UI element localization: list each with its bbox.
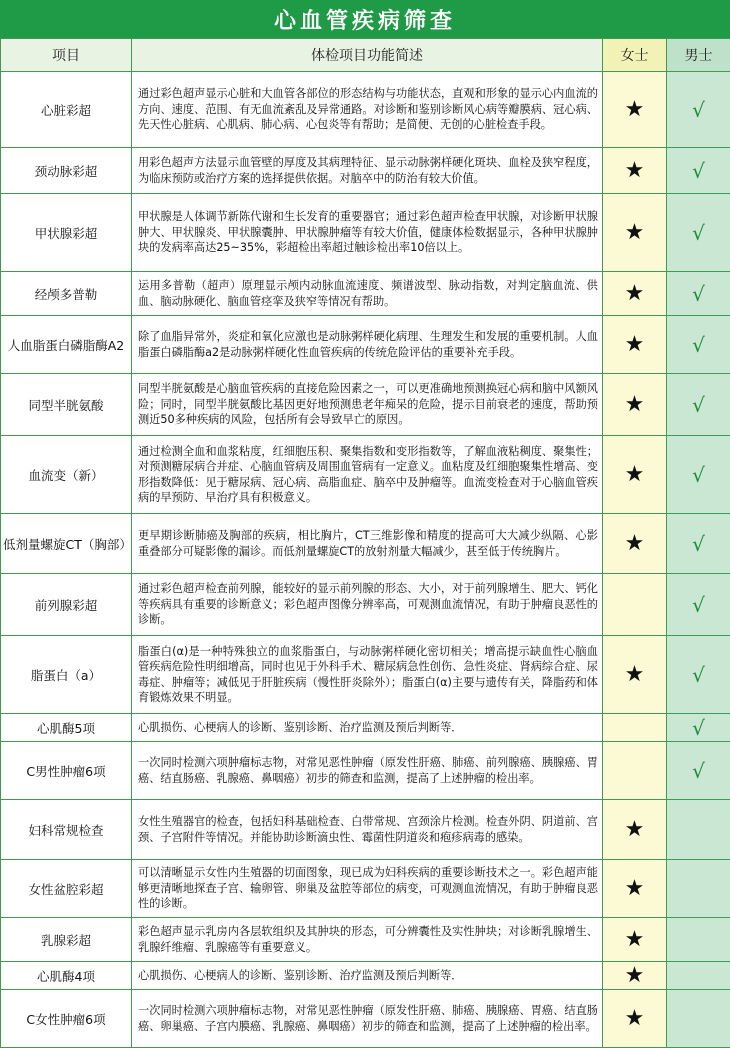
row-description: 运用多普勒（超声）原理显示颅内动脉血流速度、频谱波型、脉动指数，对判定脑血流、供血、脑动脉硬化、脑血管痉挛及狭窄等情况有帮助。: [132, 272, 603, 316]
table-row: [1, 990, 730, 1048]
row-male-mark: [667, 918, 730, 962]
row-male-mark: [667, 860, 730, 918]
row-item-name: C男性肿瘤6项: [1, 742, 132, 800]
row-item-name: 同型半胱氨酸: [1, 374, 132, 436]
table-row: [1, 316, 730, 374]
row-female-mark: ★: [603, 272, 667, 316]
row-description: 通过彩色超声显示心脏和大血管各部位的形态结构与功能状态，直观和形象的显示心内血流的方向、速度、范围、有无血流紊乱及异常通路。对诊断和鉴别诊断风心病等瓣膜病、冠心病、先天性心脏病、心肌病、肺心病、心包炎等有帮助；是简便、无创的心脏检查手段。: [132, 72, 603, 148]
table-row: [1, 962, 730, 990]
row-item-name: 血流变（新）: [1, 436, 132, 514]
row-item-name: 前列腺彩超: [1, 574, 132, 636]
table-row: [1, 148, 730, 194]
table-row: [1, 860, 730, 918]
row-item-name: 女性盆腔彩超: [1, 860, 132, 918]
row-male-mark: √: [667, 374, 730, 436]
row-description: 心肌损伤、心梗病人的诊断、鉴别诊断、治疗监测及预后判断等．: [132, 714, 603, 742]
row-male-mark: √: [667, 436, 730, 514]
table-row: [1, 194, 730, 272]
row-female-mark: ★: [603, 316, 667, 374]
row-description: 用彩色超声方法显示血管壁的厚度及其病理特征、显示动脉粥样硬化斑块、血栓及狭窄程度，为临床预防或治疗方案的选择提供依据。对脑卒中的防治有较大价值。: [132, 148, 603, 194]
row-description: 甲状腺是人体调节新陈代谢和生长发育的重要器官；通过彩色超声检查甲状腺，对诊断甲状腺肿大、甲状腺炎、甲状腺囊肿、甲状腺肿瘤等有较大价值，健康体检数据显示，各种甲状腺肿块的发病率高达25~35%，彩超检出率超过触诊检出率10倍以上。: [132, 194, 603, 272]
row-description: 更早期诊断肺癌及胸部的疾病，相比胸片，CT三维影像和精度的提高可大大减少纵隔、心影重叠部分可疑影像的漏诊。而低剂量螺旋CT的放射剂量大幅减少，甚至低于传统胸片。: [132, 514, 603, 574]
header-male: 男士: [667, 39, 730, 72]
header-female: 女士: [603, 39, 667, 72]
row-item-name: 颈动脉彩超: [1, 148, 132, 194]
header-item: 项目: [1, 39, 132, 72]
row-female-mark: ★: [603, 860, 667, 918]
row-description: 心肌损伤、心梗病人的诊断、鉴别诊断、治疗监测及预后判断等．: [132, 962, 603, 990]
table-row: [1, 918, 730, 962]
row-female-mark: ★: [603, 800, 667, 860]
table-row: [1, 636, 730, 714]
row-female-mark: ★: [603, 436, 667, 514]
table-row: [1, 374, 730, 436]
table-row: [1, 574, 730, 636]
row-item-name: 低剂量螺旋CT（胸部）: [1, 514, 132, 574]
row-description: 彩色超声显示乳房内各层软组织及其肿块的形态，可分辨囊性及实性肿块；对诊断乳腺增生、乳腺纤维瘤、乳腺癌等有重要意义。: [132, 918, 603, 962]
table-row: [1, 272, 730, 316]
row-female-mark: ★: [603, 918, 667, 962]
row-female-mark: ★: [603, 990, 667, 1048]
row-description: 脂蛋白(α)是一种特殊独立的血浆脂蛋白，与动脉粥样硬化密切相关；增高提示缺血性心脑血管疾病危险性明细增高，同时也见于外科手术、糖尿病急性创伤、急性炎症、肾病综合症、尿毒症、肿瘤等；减低见于肝脏疾病（慢性肝炎除外）；脂蛋白(α)主要与遗传有关，降脂药和体育锻炼效果不明显。: [132, 636, 603, 714]
row-female-mark: ★: [603, 72, 667, 148]
row-male-mark: √: [667, 148, 730, 194]
row-male-mark: √: [667, 574, 730, 636]
row-item-name: C女性肿瘤6项: [1, 990, 132, 1048]
row-female-mark: ★: [603, 374, 667, 436]
row-description: 可以清晰显示女性内生殖器的切面图象，现已成为妇科疾病的重要诊断技术之一。彩色超声能够更清晰地探查子宫、输卵管、卵巢及盆腔等部位的病变，可观测血流情况，有助于肿瘤良恶性的诊断。: [132, 860, 603, 918]
row-male-mark: √: [667, 514, 730, 574]
table-header-row: [1, 39, 730, 72]
row-description: 通过彩色超声检查前列腺，能较好的显示前列腺的形态、大小，对于前列腺增生、肥大、钙化等疾病具有重要的诊断意义；彩色超声图像分辨率高，可观测血流情况，有助于肿瘤良恶性的诊断。: [132, 574, 603, 636]
table-row: [1, 72, 730, 148]
row-description: 通过检测全血和血浆粘度，红细胞压积、聚集指数和变形指数等，了解血液粘稠度、聚集性；对预测糖尿病合并症、心脑血管病及周围血管病有一定意义。血粘度及红细胞聚集性增高、变形指数降低：见于糖尿病、冠心病、高脂血症、脑卒中及肿瘤等。血流变检查对于心脑血管疾病的早预防、早治疗具有积极意义。: [132, 436, 603, 514]
row-female-mark: [603, 714, 667, 742]
row-male-mark: √: [667, 72, 730, 148]
table-row: [1, 800, 730, 860]
header-description: 体检项目功能简述: [132, 39, 603, 72]
row-item-name: 心肌酶4项: [1, 962, 132, 990]
table-row: [1, 436, 730, 514]
row-item-name: 脂蛋白（a）: [1, 636, 132, 714]
row-male-mark: √: [667, 714, 730, 742]
row-description: 同型半胱氨酸是心脑血管疾病的直接危险因素之一，可以更准确地预测换冠心病和脑中风额风险；同时，同型半胱氨酸比基因更好地预测患老年痴呆的危险，提示目前衰老的速度，帮助预测近50多种疾病的风险，包括所有会导致早亡的原因。: [132, 374, 603, 436]
row-item-name: 心肌酶5项: [1, 714, 132, 742]
page-title: 心血管疾病筛查: [0, 0, 730, 38]
table-row: [1, 514, 730, 574]
row-female-mark: ★: [603, 962, 667, 990]
row-female-mark: ★: [603, 514, 667, 574]
row-item-name: 人血脂蛋白磷脂酶A2: [1, 316, 132, 374]
table-row: [1, 742, 730, 800]
table-row: [1, 714, 730, 742]
screening-table: [0, 38, 730, 1048]
row-description: 女性生殖器官的检查，包括妇科基础检查、白带常规、宫颈涂片检测。检查外阴、阴道前、宫颈、子宫附件等情况。并能协助诊断滴虫性、霉菌性阴道炎和疱疹病毒的感染。: [132, 800, 603, 860]
row-item-name: 经颅多普勒: [1, 272, 132, 316]
row-female-mark: ★: [603, 636, 667, 714]
row-item-name: 心脏彩超: [1, 72, 132, 148]
row-male-mark: √: [667, 194, 730, 272]
row-male-mark: [667, 800, 730, 860]
row-female-mark: ★: [603, 194, 667, 272]
row-item-name: 乳腺彩超: [1, 918, 132, 962]
row-description: 除了血脂异常外，炎症和氧化应激也是动脉粥样硬化病理、生理发生和发展的重要机制。人血脂蛋白磷脂酶a2是动脉粥样硬化性血管疾病的传统危险评估的重要补充手段。: [132, 316, 603, 374]
row-item-name: 妇科常规检查: [1, 800, 132, 860]
row-male-mark: √: [667, 272, 730, 316]
row-male-mark: [667, 990, 730, 1048]
row-male-mark: [667, 962, 730, 990]
row-description: 一次同时检测六项肿瘤标志物，对常见恶性肿瘤（原发性肝癌、肺癌、胰腺癌、胃癌、结直肠癌、卵巢癌、子宫内膜癌、乳腺癌、鼻咽癌）初步的筛查和监测，提高了上述肿瘤的检出率。: [132, 990, 603, 1048]
row-female-mark: [603, 742, 667, 800]
row-item-name: 甲状腺彩超: [1, 194, 132, 272]
row-female-mark: ★: [603, 148, 667, 194]
row-female-mark: [603, 574, 667, 636]
row-male-mark: √: [667, 636, 730, 714]
row-male-mark: √: [667, 316, 730, 374]
row-description: 一次同时检测六项肿瘤标志物，对常见恶性肿瘤（原发性肝癌、肺癌、前列腺癌、胰腺癌、胃癌、结直肠癌、乳腺癌、鼻咽癌）初步的筛查和监测，提高了上述肿瘤的检出率。: [132, 742, 603, 800]
row-male-mark: √: [667, 742, 730, 800]
